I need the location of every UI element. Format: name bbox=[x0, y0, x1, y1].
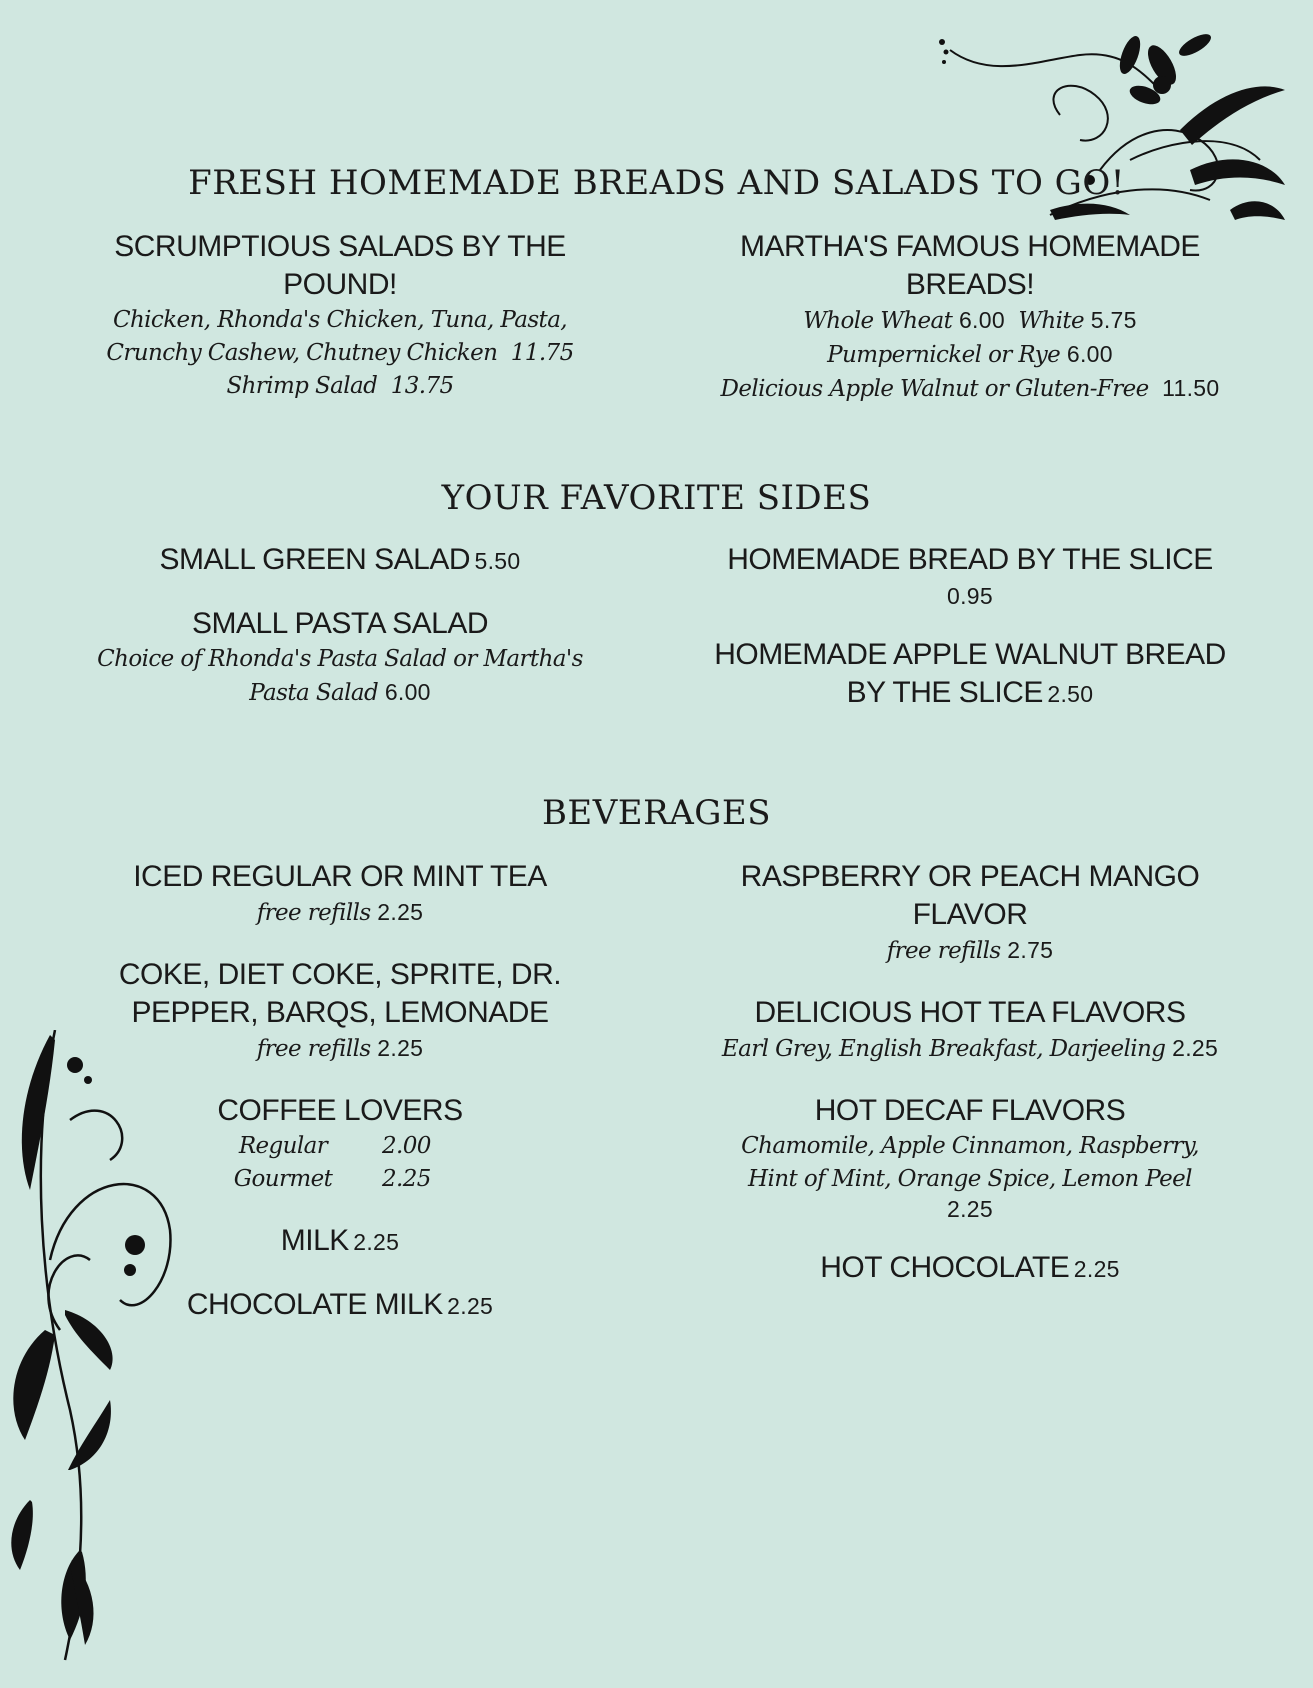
apple-walnut-price: 11.50 bbox=[1162, 375, 1220, 401]
bread-slice-item bbox=[700, 541, 1240, 610]
hot-chocolate-item bbox=[700, 1249, 1240, 1287]
salads-desc-line bbox=[90, 337, 590, 370]
hot-tea-desc: Earl Grey, English Breakfast, Darjeeling bbox=[721, 1036, 1166, 1062]
hot-decaf-price: 2.25 bbox=[947, 1196, 993, 1222]
hot-chocolate-name: HOT CHOCOLATE bbox=[820, 1251, 1070, 1284]
small-green-salad-item bbox=[90, 541, 590, 579]
shrimp-salad-price: 13.75 bbox=[390, 373, 454, 399]
sodas-name: COKE, DIET COKE, SPRITE, DR. bbox=[118, 958, 562, 991]
whole-wheat-label: Whole Wheat bbox=[803, 308, 953, 334]
small-pasta-salad-item bbox=[90, 605, 590, 710]
sodas-price: 2.25 bbox=[377, 1035, 424, 1061]
beverages-right-column bbox=[700, 858, 1240, 1313]
coffee-item bbox=[90, 1092, 590, 1196]
sides-left-column bbox=[90, 541, 590, 736]
apple-walnut-slice-price: 2.50 bbox=[1047, 681, 1094, 707]
coffee-option-row bbox=[90, 1130, 590, 1163]
apple-walnut-slice-name: HOMEMADE APPLE WALNUT BREAD bbox=[714, 638, 1226, 671]
milk-price: 2.25 bbox=[353, 1229, 400, 1255]
sodas-desc: free refills bbox=[256, 1036, 371, 1062]
flavored-tea-price: 2.75 bbox=[1007, 937, 1054, 963]
flavored-tea-name: RASPBERRY OR PEACH MANGO bbox=[740, 860, 1200, 893]
apple-walnut-label: Delicious Apple Walnut or Gluten-Free bbox=[720, 376, 1149, 402]
section-title-breads-salads: FRESH HOMEMADE BREADS AND SALADS TO GO! bbox=[188, 163, 1125, 203]
sodas-desc-line bbox=[90, 1032, 590, 1066]
small-pasta-salad-desc: Choice of Rhonda's Pasta Salad or Martha's bbox=[97, 646, 583, 672]
hot-chocolate-price: 2.25 bbox=[1073, 1256, 1120, 1282]
salads-desc-text: Crunchy Cashew, Chutney Chicken bbox=[106, 340, 498, 366]
small-pasta-salad-name: SMALL PASTA SALAD bbox=[191, 607, 489, 640]
iced-tea-desc: free refills bbox=[256, 900, 371, 926]
small-green-salad-name: SMALL GREEN SALAD bbox=[159, 543, 471, 576]
salads-price: 11.75 bbox=[510, 340, 574, 366]
iced-tea-name: ICED REGULAR OR MINT TEA bbox=[133, 860, 547, 893]
breads-line bbox=[710, 338, 1230, 372]
hot-tea-price: 2.25 bbox=[1172, 1035, 1219, 1061]
coffee-name: COFFEE LOVERS bbox=[217, 1094, 463, 1127]
shrimp-salad-line bbox=[90, 370, 590, 403]
hot-decaf-desc-line2: Hint of Mint, Orange Spice, Lemon Peel bbox=[748, 1166, 1192, 1192]
small-pasta-salad-desc-line2 bbox=[90, 676, 590, 710]
hot-tea-item bbox=[700, 994, 1240, 1066]
white-price: 5.75 bbox=[1090, 307, 1137, 333]
flavored-tea-desc: free refills bbox=[886, 938, 1001, 964]
hot-decaf-desc: Chamomile, Apple Cinnamon, Raspberry, bbox=[741, 1133, 1199, 1159]
breads-line bbox=[710, 372, 1230, 406]
bread-slice-name: HOMEMADE BREAD BY THE SLICE bbox=[727, 543, 1213, 576]
apple-walnut-slice-item bbox=[700, 636, 1240, 712]
chocolate-milk-name: CHOCOLATE MILK bbox=[186, 1288, 443, 1321]
small-pasta-salad-price: 6.00 bbox=[384, 679, 431, 705]
chocolate-milk-item bbox=[90, 1286, 590, 1324]
white-label: White bbox=[1018, 308, 1085, 334]
small-green-salad-price: 5.50 bbox=[474, 548, 521, 574]
iced-tea-desc-line bbox=[90, 896, 590, 930]
sodas-name-line2: PEPPER, BARQS, LEMONADE bbox=[131, 996, 549, 1029]
coffee-regular-label: Regular bbox=[238, 1133, 328, 1159]
breads-line bbox=[710, 304, 1230, 338]
apple-walnut-slice-name-line2: BY THE SLICE bbox=[846, 676, 1043, 709]
shrimp-salad-text: Shrimp Salad bbox=[226, 373, 378, 399]
sodas-item bbox=[90, 956, 590, 1066]
salads-desc-line: Chicken, Rhonda's Chicken, Tuna, Pasta, bbox=[112, 307, 568, 333]
flavored-tea-item bbox=[700, 858, 1240, 968]
breads-column bbox=[710, 228, 1230, 406]
chocolate-milk-price: 2.25 bbox=[447, 1293, 494, 1319]
section-title-beverages: BEVERAGES bbox=[541, 793, 772, 833]
breads-desc bbox=[710, 304, 1230, 406]
pumpernickel-label: Pumpernickel or Rye bbox=[827, 342, 1061, 368]
famous-breads-name: MARTHA'S FAMOUS HOMEMADE BREADS! bbox=[740, 230, 1200, 301]
hot-decaf-name: HOT DECAF FLAVORS bbox=[814, 1094, 1126, 1127]
bread-slice-price: 0.95 bbox=[947, 583, 993, 609]
salads-column bbox=[90, 228, 590, 403]
apple-walnut-slice-line2 bbox=[700, 674, 1240, 712]
coffee-gourmet-price: 2.25 bbox=[382, 1166, 431, 1192]
flavored-tea-name-line2: FLAVOR bbox=[912, 898, 1028, 931]
iced-tea-item bbox=[90, 858, 590, 930]
salads-desc bbox=[90, 304, 590, 403]
milk-item bbox=[90, 1222, 590, 1260]
coffee-gourmet-label: Gourmet bbox=[233, 1166, 333, 1192]
coffee-option-row bbox=[90, 1163, 590, 1196]
hot-tea-desc-line bbox=[700, 1032, 1240, 1066]
milk-name: MILK bbox=[280, 1224, 349, 1257]
coffee-regular-price: 2.00 bbox=[382, 1133, 431, 1159]
pumpernickel-price: 6.00 bbox=[1066, 341, 1113, 367]
sides-right-column bbox=[700, 541, 1240, 738]
iced-tea-price: 2.25 bbox=[377, 899, 424, 925]
whole-wheat-price: 6.00 bbox=[958, 307, 1005, 333]
small-pasta-salad-desc-text: Pasta Salad bbox=[249, 680, 379, 706]
section-title-sides: YOUR FAVORITE SIDES bbox=[441, 478, 872, 518]
hot-tea-name: DELICIOUS HOT TEA FLAVORS bbox=[754, 996, 1186, 1029]
salads-by-pound-name: SCRUMPTIOUS SALADS BY THE POUND! bbox=[114, 230, 566, 301]
hot-decaf-item bbox=[700, 1092, 1240, 1223]
flavored-tea-desc-line bbox=[700, 934, 1240, 968]
beverages-left-column bbox=[90, 858, 590, 1350]
